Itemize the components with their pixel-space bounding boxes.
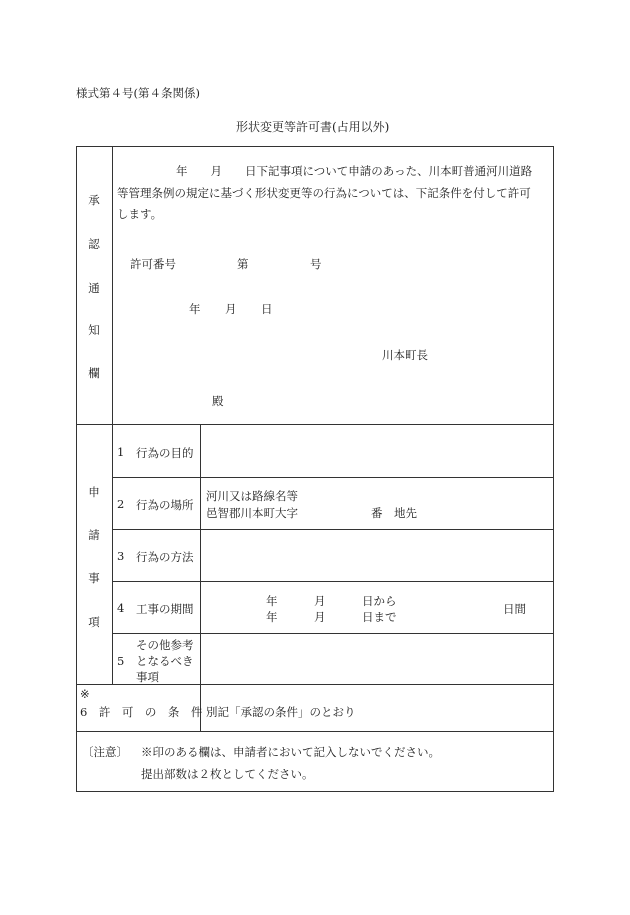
item-label-line: となるべき [136,654,194,668]
approval-date-year: 年 [189,302,201,316]
approval-text-line1: 年 月 日下記事項について申請のあった、川本町普通河川道路 [176,164,533,178]
place-river-route: 河川又は路線名等 [206,489,298,503]
period-end-year: 年 [266,610,278,624]
permit-dai: 第 [237,257,249,271]
approval-text-line3: します。 [117,207,163,221]
item-label-line: その他参考 [136,638,194,652]
notes-line2: 提出部数は２枚としてください。 [141,767,314,781]
conditions-label: 6 許 可 の 条 件 [80,705,203,719]
approval-date-day: 日 [261,302,273,316]
item-label: 行為の方法 [136,550,194,564]
mayor-title: 川本町長 [382,348,428,362]
period-start-month: 月 [314,594,326,608]
side-char: 項 [88,615,100,629]
item-number: 3 [117,549,125,563]
period-start: 日から [362,594,397,608]
approval-date-month: 月 [225,302,237,316]
period-start-year: 年 [266,594,278,608]
item-number: 2 [117,497,125,511]
notes-line1: ※印のある欄は、申請者において記入しないでください。 [141,745,440,759]
side-char: 認 [88,237,100,251]
place-ban: 番 地先 [371,506,417,520]
addressee-honorific: 殿 [212,394,224,408]
item-label: 工事の期間 [136,602,194,616]
permit-number-label: 許可番号 [130,257,176,271]
item-label: 行為の目的 [136,446,194,460]
approval-text-line2: 等管理条例の規定に基づく形状変更等の行為については、下記条件を付して許可 [117,186,531,200]
side-char: 請 [88,528,100,542]
conditions-value: 別記「承認の条件」のとおり [206,705,356,719]
item-number: 4 [117,601,125,615]
conditions-mark: ※ [80,687,90,701]
place-address: 邑智郡川本町大字 [206,506,298,520]
period-end-month: 月 [314,610,326,624]
item-number: 5 [117,654,125,668]
side-char: 知 [88,323,100,337]
period-end: 日まで [362,610,397,624]
side-char: 承 [88,193,100,207]
notes-label: 〔注意〕 [82,745,128,759]
form-number: 様式第４号(第４条関係) [76,86,200,100]
side-char: 申 [88,485,100,499]
item-label-line: 事項 [136,670,159,684]
side-char: 通 [88,281,100,295]
document-title: 形状変更等許可書(占用以外) [236,120,390,134]
item-number: 1 [117,445,125,459]
side-char: 欄 [88,366,100,380]
side-char: 事 [88,571,100,585]
item-label: 行為の場所 [136,498,194,512]
permit-go: 号 [310,257,322,271]
period-days: 日間 [503,602,526,616]
